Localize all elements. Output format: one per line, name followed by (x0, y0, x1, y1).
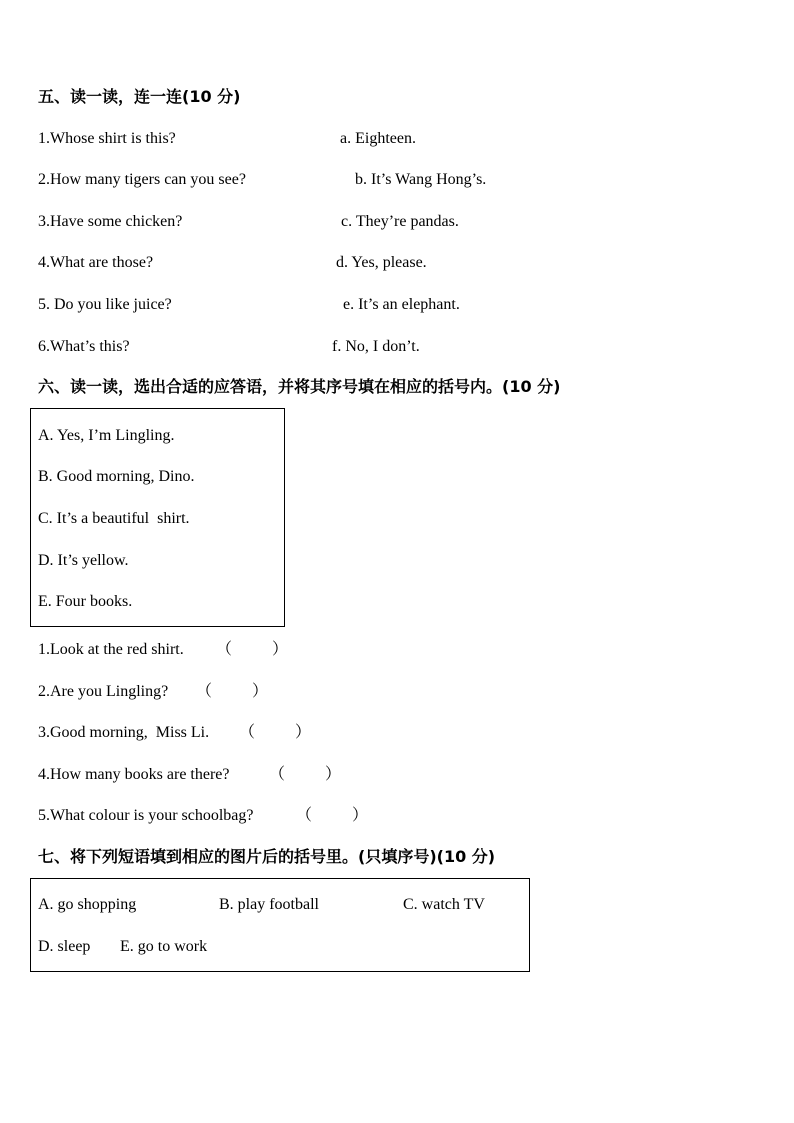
option-e: E. Four books. (38, 593, 133, 610)
question-2: 2.Are you Lingling? (38, 683, 169, 700)
match-answer-d: d. Yes, please. (336, 254, 427, 271)
answer-blank-2[interactable]: （ ） (196, 683, 269, 700)
match-question-5: 5. Do you like juice? (38, 296, 172, 313)
answer-blank-5[interactable]: （ ） (296, 807, 369, 824)
match-answer-b: b. It’s Wang Hong’s. (355, 171, 487, 188)
phrase-d: D. sleep (38, 938, 91, 955)
section5-title: 五、读一读，连一连(10 分) (38, 87, 241, 106)
match-question-6: 6.What’s this? (38, 338, 130, 355)
option-a: A. Yes, I’m Lingling. (38, 427, 175, 444)
section7-title: 七、将下列短语填到相应的图片后的括号里。(只填序号)(10 分) (38, 847, 496, 866)
match-answer-c: c. They’re pandas. (341, 213, 459, 230)
phrase-b: B. play football (219, 896, 319, 913)
match-question-2: 2.How many tigers can you see? (38, 171, 246, 188)
phrase-e: E. go to work (120, 938, 208, 955)
phrase-a: A. go shopping (38, 896, 137, 913)
match-question-3: 3.Have some chicken? (38, 213, 183, 230)
phrase-c: C. watch TV (403, 896, 485, 913)
match-question-4: 4.What are those? (38, 254, 154, 271)
question-1: 1.Look at the red shirt. (38, 641, 184, 658)
option-c: C. It’s a beautiful shirt. (38, 510, 190, 527)
question-5: 5.What colour is your schoolbag? (38, 807, 254, 824)
phrases-box (30, 878, 530, 972)
answer-blank-4[interactable]: （ ） (269, 766, 342, 783)
answer-blank-3[interactable]: （ ） (239, 724, 312, 741)
option-b: B. Good morning, Dino. (38, 468, 195, 485)
question-4: 4.How many books are there? (38, 766, 230, 783)
answer-blank-1[interactable]: （ ） (216, 641, 289, 658)
match-answer-f: f. No, I don’t. (332, 338, 420, 355)
match-question-1: 1.Whose shirt is this? (38, 130, 176, 147)
option-d: D. It’s yellow. (38, 552, 129, 569)
match-answer-e: e. It’s an elephant. (343, 296, 460, 313)
section6-title: 六、读一读，选出合适的应答语，并将其序号填在相应的括号内。(10 分) (38, 377, 561, 396)
question-3: 3.Good morning, Miss Li. (38, 724, 210, 741)
match-answer-a: a. Eighteen. (340, 130, 416, 147)
